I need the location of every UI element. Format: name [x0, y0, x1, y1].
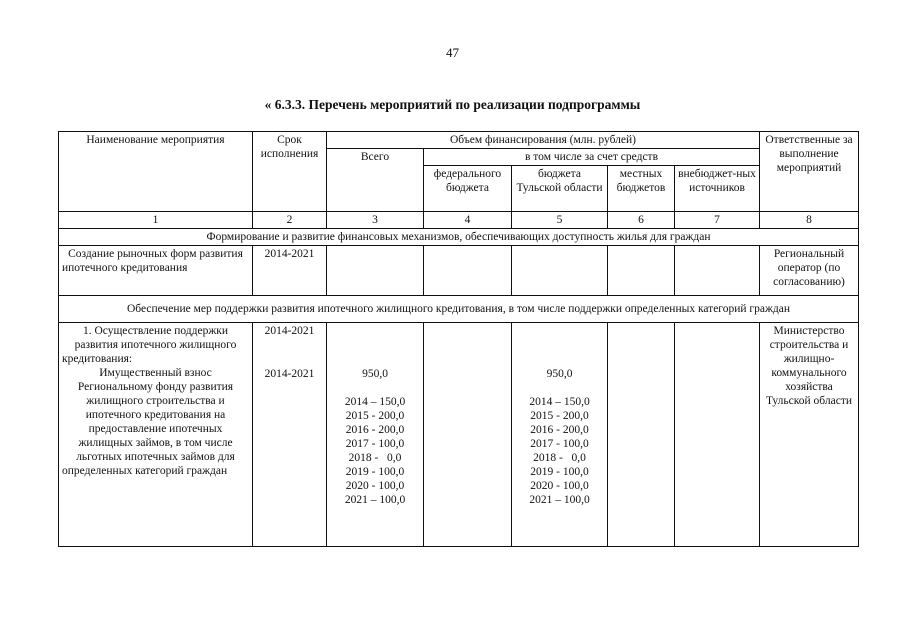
regional-year-value: 2020 - 100,0	[530, 480, 589, 492]
column-number: 2	[253, 212, 327, 229]
section2-total-cell	[327, 323, 424, 547]
section2-title: Обеспечение мер поддержки развития ипотечного жилищного кредитования, в том числе поддержки определенных категорий граждан	[59, 296, 859, 323]
section2-name-part2: Имущественный взнос Региональному фонду развития жилищного строительства и ипотечного кредитования на предоставление ипотечных жилищных займов, в том числе льготных ипотечных займов для определенных категорий граждан	[62, 367, 235, 477]
column-number: 8	[760, 212, 859, 229]
table-row	[59, 323, 859, 547]
measures-table	[58, 131, 859, 547]
section2-name-cell	[59, 323, 253, 547]
page-number: 47	[446, 45, 459, 60]
section1-term: 2014-2021	[253, 246, 327, 296]
total-year-value: 2014 – 150,0	[344, 396, 406, 408]
section1-title: Формирование и развитие финансовых механизмов, обеспечивающих доступность жилья для граждан	[59, 229, 859, 246]
section2-total: 950,0	[362, 368, 388, 380]
regional-year-value: 2017 - 100,0	[530, 438, 589, 450]
regional-year-value: 2015 - 200,0	[530, 410, 589, 422]
regional-year-value: 2021 – 100,0	[529, 494, 590, 506]
header-name: Наименование мероприятия	[59, 132, 253, 212]
total-year-value: 2019 - 100,0	[345, 466, 405, 478]
total-year-value: 2021 – 100,0	[344, 494, 406, 506]
total-year-value: 2016 - 200,0	[345, 424, 405, 436]
total-year-value: 2020 - 100,0	[345, 480, 405, 492]
header-financing: Объем финансирования (млн. рублей)	[327, 132, 760, 149]
table-row	[59, 246, 859, 296]
regional-year-value: 2019 - 100,0	[530, 466, 589, 478]
section2-term2: 2014-2021	[264, 368, 315, 380]
section2-regional: 950,0	[546, 368, 573, 380]
regional-year-value: 2014 – 150,0	[529, 396, 590, 408]
column-numbers-row	[59, 212, 859, 229]
total-year-value: 2015 - 200,0	[345, 410, 405, 422]
header-local: местных бюджетов	[608, 166, 675, 212]
header-responsible: Ответственные за выполнение мероприятий	[760, 132, 859, 212]
regional-year-value: 2016 - 200,0	[530, 424, 589, 436]
header-federal: федерального бюджета	[424, 166, 512, 212]
section2-name-part1: 1. Осуществление поддержки развития ипотечного жилищного кредитования:	[62, 325, 237, 365]
section2-responsible: Министерство строительства и жилищно-коммунального хозяйства Тульской области	[760, 323, 859, 547]
column-number: 7	[675, 212, 760, 229]
section2-term-cell	[253, 323, 327, 547]
section-title: « 6.3.3. Перечень мероприятий по реализации подпрограммы	[264, 97, 641, 112]
column-number: 4	[424, 212, 512, 229]
column-number: 6	[608, 212, 675, 229]
section1-responsible: Региональный оператор (по согласованию)	[760, 246, 859, 296]
header-regional: бюджета Тульской области	[512, 166, 608, 212]
total-year-value: 2017 - 100,0	[345, 438, 405, 450]
column-number: 3	[327, 212, 424, 229]
regional-year-value: 2018 - 0,0	[533, 452, 586, 464]
header-total: Всего	[327, 149, 424, 212]
column-number: 1	[59, 212, 253, 229]
header-extra: внебюджет-ных источников	[675, 166, 760, 212]
section2-regional-cell	[512, 323, 608, 547]
header-including: в том числе за счет средств	[424, 149, 760, 166]
section2-term1: 2014-2021	[264, 325, 315, 337]
column-number: 5	[512, 212, 608, 229]
section1-name: Создание рыночных форм развития ипотечного кредитования	[59, 246, 253, 296]
total-year-value: 2018 - 0,0	[348, 452, 402, 464]
header-term: Срок исполнения	[253, 132, 327, 212]
